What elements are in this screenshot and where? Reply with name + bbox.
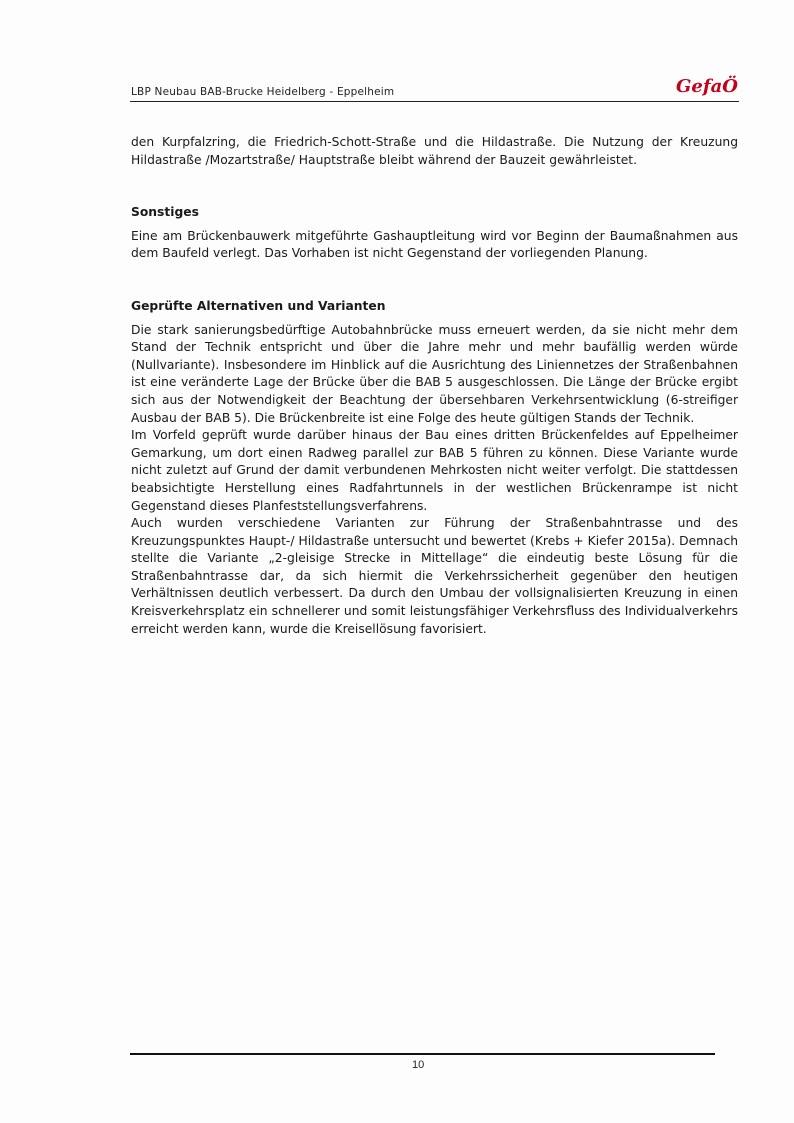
page-number: 10	[412, 1059, 425, 1071]
section-paragraph: Eine am Brückenbauwerk mitgeführte Gashauptleitung wird vor Beginn der Baumaßnahmen aus dem Baufeld verlegt. Das Vorhaben ist nicht Gegenstand der vorliegenden Planung.	[131, 228, 738, 261]
section-paragraph: Die stark sanierungsbedürftige Autobahnbrücke muss erneuert werden, da sie nicht mehr dem Stand der Technik entspricht und über die Jahre mehr und mehr baufällig werden würde (Nullvariante). Insbesondere im Hinblick auf die Ausrichtung des Liniennetzes der Straßenbahnen ist eine veränderte Lage der Brücke über die BAB 5 ausgeschlossen. Die Länge der Brücke ergibt sich aus der Notwendigkeit der Beachtung der übersehbaren Verkehrsentwicklung (6-streifiger Ausbau der BAB 5). Die Brückenbreite ist eine Folge des heute gültigen Stands der Technik.	[131, 322, 738, 425]
header-divider	[130, 101, 739, 102]
document-body	[131, 134, 738, 638]
footer-divider	[130, 1053, 715, 1055]
section-paragraph: Im Vorfeld geprüft wurde darüber hinaus der Bau eines dritten Brückenfeldes auf Eppelheimer Gemarkung, um dort einen Radweg parallel zur BAB 5 führen zu können. Diese Variante wurde nicht zuletzt auf Grund der damit verbundenen Mehrkosten nicht weiter verfolgt. Die stattdessen beabsichtigte Herstellung eines Radfahrtunnels in der westlichen Brückenrampe ist nicht Gegenstand dieses Planfeststellungsverfahrens.	[131, 428, 738, 513]
section-heading-sonstiges: Sonstiges	[131, 205, 199, 220]
section-paragraph: Auch wurden verschiedene Varianten zur Führung der Straßenbahntrasse und des Kreuzungspunktes Haupt-/ Hildastraße untersucht und bewertet (Krebs + Kiefer 2015a). Demnach stellte die Variante „2-gleisige Strecke in Mittellage“ die eindeutig beste Lösung für die Straßenbahntrasse dar, da sich hiermit die Verkehrssicherheit gegenüber den heutigen Verhältnissen deutlich verbessert. Da durch den Umbau der vollsignalisierten Kreuzung in einen Kreisverkehrsplatz ein schnellerer und somit leistungsfähiger Verkehrsfluss des Individualverkehrs erreicht werden kann, wurde die Kreisellösung favorisiert.	[131, 516, 738, 636]
intro-paragraph: den Kurpfalzring, die Friedrich-Schott-Straße und die Hildastraße. Die Nutzung der Kreuzung Hildastraße /Mozartstraße/ Hauptstraße bleibt während der Bauzeit gewährleistet.	[131, 135, 738, 167]
gefaoe-logo: GefaÖ	[676, 76, 738, 97]
header-title: LBP Neubau BAB-Brucke Heidelberg - Eppelheim	[131, 86, 395, 98]
section-heading-alternativen: Geprüfte Alternativen und Varianten	[131, 298, 386, 313]
